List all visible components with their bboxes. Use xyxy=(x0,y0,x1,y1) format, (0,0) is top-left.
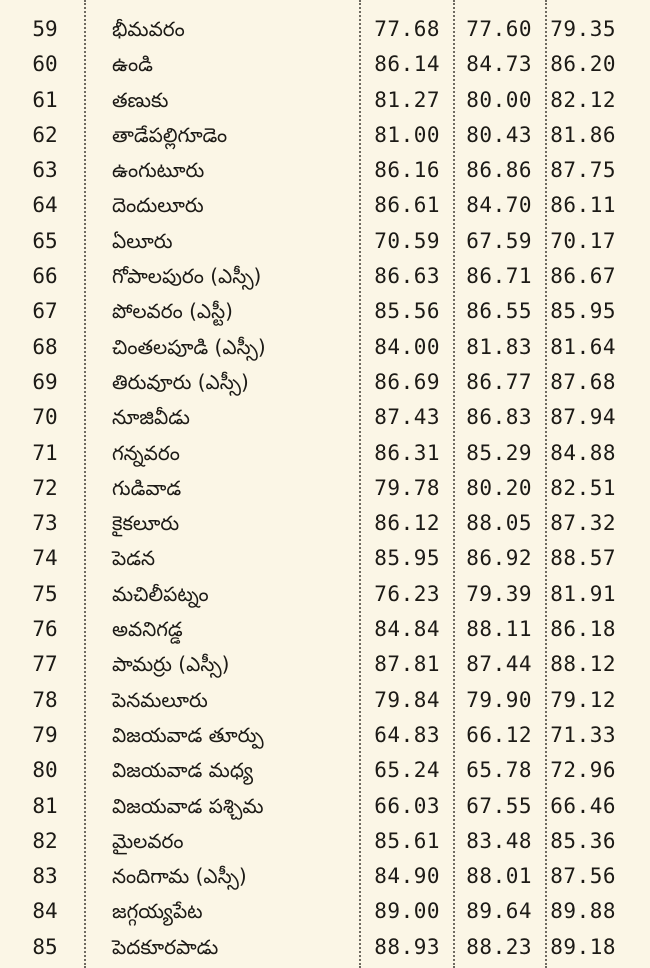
constituency-number: 71 xyxy=(32,440,58,465)
turnout-value-2: 67.55 xyxy=(466,793,532,818)
table-row xyxy=(0,224,650,259)
constituency-number: 83 xyxy=(32,864,58,889)
constituency-name: భీమవరం xyxy=(112,17,185,41)
turnout-value-1: 86.12 xyxy=(374,511,440,536)
turnout-value-1: 87.43 xyxy=(374,405,440,430)
constituency-name: మైలవరం xyxy=(112,828,184,853)
table-row xyxy=(0,400,650,435)
constituency-name: ఉంగుటూరు xyxy=(112,158,205,183)
constituency-number: 85 xyxy=(32,934,58,959)
turnout-value-3: 87.68 xyxy=(550,369,616,394)
turnout-value-2: 80.20 xyxy=(466,475,532,500)
turnout-value-3: 66.46 xyxy=(550,793,616,818)
constituency-number: 75 xyxy=(32,581,58,606)
constituency-name: గన్నవరం xyxy=(112,440,180,465)
turnout-value-3: 81.64 xyxy=(550,334,616,359)
constituency-name: గుడివాడ xyxy=(112,475,182,500)
table-row xyxy=(0,612,650,647)
turnout-value-3: 86.18 xyxy=(550,617,616,642)
constituency-number: 67 xyxy=(32,299,58,324)
turnout-value-2: 79.90 xyxy=(466,687,532,712)
turnout-value-3: 89.88 xyxy=(550,899,616,924)
constituency-number: 73 xyxy=(32,511,58,536)
turnout-value-3: 71.33 xyxy=(550,722,616,747)
turnout-value-3: 72.96 xyxy=(550,758,616,783)
turnout-value-3: 85.36 xyxy=(550,828,616,853)
constituency-number: 76 xyxy=(32,617,58,642)
table-row xyxy=(0,12,650,47)
table-row xyxy=(0,577,650,612)
constituency-name: నూజివీడు xyxy=(112,405,190,430)
table-row xyxy=(0,471,650,506)
constituency-name: చింతలపూడి (ఎస్సీ) xyxy=(112,334,266,359)
turnout-value-2: 80.00 xyxy=(466,87,532,112)
constituency-name: పోలవరం (ఎస్టీ) xyxy=(112,299,233,324)
turnout-value-3: 88.57 xyxy=(550,546,616,571)
turnout-value-2: 88.05 xyxy=(466,511,532,536)
table-row xyxy=(0,824,650,859)
turnout-value-2: 86.71 xyxy=(466,264,532,289)
turnout-value-1: 86.63 xyxy=(374,264,440,289)
constituency-number: 69 xyxy=(32,369,58,394)
constituency-name: ఏలూరు xyxy=(112,228,173,253)
turnout-value-2: 67.59 xyxy=(466,228,532,253)
turnout-value-3: 79.35 xyxy=(550,17,616,41)
constituency-name: గోపాలపురం (ఎస్సీ) xyxy=(112,264,262,289)
constituency-name: దెందులూరు xyxy=(112,193,204,218)
table-row xyxy=(0,118,650,153)
turnout-value-3: 87.75 xyxy=(550,158,616,183)
turnout-value-2: 65.78 xyxy=(466,758,532,783)
table-row xyxy=(0,789,650,824)
constituency-name: పెడన xyxy=(112,546,156,571)
constituency-number: 59 xyxy=(32,17,58,41)
table-row xyxy=(0,647,650,682)
turnout-value-2: 89.64 xyxy=(466,899,532,924)
constituency-number: 70 xyxy=(32,405,58,430)
turnout-value-1: 84.00 xyxy=(374,334,440,359)
table-row xyxy=(0,259,650,294)
constituency-name: మచిలీపట్నం xyxy=(112,581,209,606)
turnout-value-1: 79.84 xyxy=(374,687,440,712)
turnout-value-1: 65.24 xyxy=(374,758,440,783)
turnout-value-2: 88.11 xyxy=(466,617,532,642)
turnout-value-2: 88.23 xyxy=(466,934,532,959)
turnout-value-1: 86.61 xyxy=(374,193,440,218)
turnout-value-3: 87.32 xyxy=(550,511,616,536)
turnout-value-3: 70.17 xyxy=(550,228,616,253)
turnout-value-3: 86.20 xyxy=(550,52,616,77)
turnout-value-2: 86.55 xyxy=(466,299,532,324)
constituency-name: నందిగామ (ఎస్సీ) xyxy=(112,864,247,889)
turnout-value-1: 64.83 xyxy=(374,722,440,747)
turnout-value-3: 86.11 xyxy=(550,193,616,218)
turnout-value-3: 87.94 xyxy=(550,405,616,430)
constituency-number: 61 xyxy=(32,87,58,112)
constituency-number: 81 xyxy=(32,793,58,818)
turnout-value-2: 83.48 xyxy=(466,828,532,853)
constituency-name: కైకలూరు xyxy=(112,511,180,536)
turnout-value-3: 85.95 xyxy=(550,299,616,324)
constituency-name: తాడేపల్లిగూడెం xyxy=(112,122,228,147)
turnout-value-2: 84.73 xyxy=(466,52,532,77)
constituency-name: విజయవాడ తూర్పు xyxy=(112,722,264,747)
turnout-value-1: 86.14 xyxy=(374,52,440,77)
constituency-name: విజయవాడ మధ్య xyxy=(112,758,253,783)
table-row xyxy=(0,330,650,365)
table-row xyxy=(0,294,650,329)
turnout-value-2: 88.01 xyxy=(466,864,532,889)
turnout-value-2: 86.83 xyxy=(466,405,532,430)
turnout-value-1: 76.23 xyxy=(374,581,440,606)
constituency-number: 77 xyxy=(32,652,58,677)
constituency-number: 60 xyxy=(32,52,58,77)
constituency-number: 74 xyxy=(32,546,58,571)
turnout-value-1: 86.16 xyxy=(374,158,440,183)
turnout-value-2: 84.70 xyxy=(466,193,532,218)
table-row xyxy=(0,753,650,788)
constituency-number: 79 xyxy=(32,722,58,747)
table-row xyxy=(0,188,650,223)
constituency-number: 72 xyxy=(32,475,58,500)
turnout-value-3: 86.67 xyxy=(550,264,616,289)
table-row xyxy=(0,506,650,541)
constituency-name: విజయవాడ పశ్చిమ xyxy=(112,793,264,818)
turnout-value-3: 88.12 xyxy=(550,652,616,677)
constituency-number: 65 xyxy=(32,228,58,253)
constituency-name: తణుకు xyxy=(112,87,169,112)
constituency-number: 82 xyxy=(32,828,58,853)
turnout-value-2: 80.43 xyxy=(466,122,532,147)
constituency-number: 68 xyxy=(32,334,58,359)
table-row xyxy=(0,718,650,753)
constituency-name: పామర్రు (ఎస్సీ) xyxy=(112,652,230,677)
turnout-value-2: 79.39 xyxy=(466,581,532,606)
turnout-value-2: 87.44 xyxy=(466,652,532,677)
turnout-value-1: 89.00 xyxy=(374,899,440,924)
constituency-name: జగ్గయ్యపేట xyxy=(112,899,203,924)
turnout-value-1: 86.31 xyxy=(374,440,440,465)
turnout-value-1: 81.00 xyxy=(374,122,440,147)
turnout-value-1: 87.81 xyxy=(374,652,440,677)
turnout-value-3: 82.51 xyxy=(550,475,616,500)
table-row xyxy=(0,436,650,471)
turnout-value-2: 85.29 xyxy=(466,440,532,465)
table-row xyxy=(0,47,650,82)
constituency-number: 64 xyxy=(32,193,58,218)
turnout-value-1: 86.69 xyxy=(374,369,440,394)
turnout-value-1: 85.56 xyxy=(374,299,440,324)
turnout-value-1: 81.27 xyxy=(374,87,440,112)
constituency-number: 63 xyxy=(32,158,58,183)
turnout-value-3: 81.86 xyxy=(550,122,616,147)
turnout-value-1: 70.59 xyxy=(374,228,440,253)
constituency-name: తిరువూరు (ఎస్సీ) xyxy=(112,369,249,394)
table-row xyxy=(0,894,650,929)
table-row xyxy=(0,859,650,894)
table-row xyxy=(0,83,650,118)
turnout-value-1: 85.61 xyxy=(374,828,440,853)
constituency-number: 80 xyxy=(32,758,58,783)
constituency-table xyxy=(0,12,650,965)
turnout-value-2: 81.83 xyxy=(466,334,532,359)
turnout-value-1: 84.90 xyxy=(374,864,440,889)
constituency-number: 84 xyxy=(32,899,58,924)
turnout-value-3: 79.12 xyxy=(550,687,616,712)
table-row xyxy=(0,365,650,400)
turnout-value-1: 85.95 xyxy=(374,546,440,571)
turnout-value-3: 82.12 xyxy=(550,87,616,112)
turnout-value-3: 87.56 xyxy=(550,864,616,889)
turnout-value-1: 66.03 xyxy=(374,793,440,818)
table-row xyxy=(0,930,650,965)
turnout-value-3: 84.88 xyxy=(550,440,616,465)
turnout-value-1: 77.68 xyxy=(374,17,440,41)
turnout-value-2: 86.77 xyxy=(466,369,532,394)
constituency-name: పెదకూరపాడు xyxy=(112,934,219,959)
turnout-value-2: 86.92 xyxy=(466,546,532,571)
turnout-value-1: 84.84 xyxy=(374,617,440,642)
constituency-name: అవనిగడ్డ xyxy=(112,617,183,642)
constituency-number: 62 xyxy=(32,122,58,147)
turnout-value-2: 86.86 xyxy=(466,158,532,183)
turnout-value-2: 77.60 xyxy=(466,17,532,41)
constituency-name: పెనమలూరు xyxy=(112,687,208,712)
table-row xyxy=(0,153,650,188)
table-row xyxy=(0,541,650,576)
constituency-number: 66 xyxy=(32,264,58,289)
constituency-number: 78 xyxy=(32,687,58,712)
turnout-value-1: 88.93 xyxy=(374,934,440,959)
turnout-value-3: 81.91 xyxy=(550,581,616,606)
turnout-value-2: 66.12 xyxy=(466,722,532,747)
turnout-value-3: 89.18 xyxy=(550,934,616,959)
table-row xyxy=(0,683,650,718)
turnout-value-1: 79.78 xyxy=(374,475,440,500)
constituency-name: ఉండి xyxy=(112,52,153,77)
